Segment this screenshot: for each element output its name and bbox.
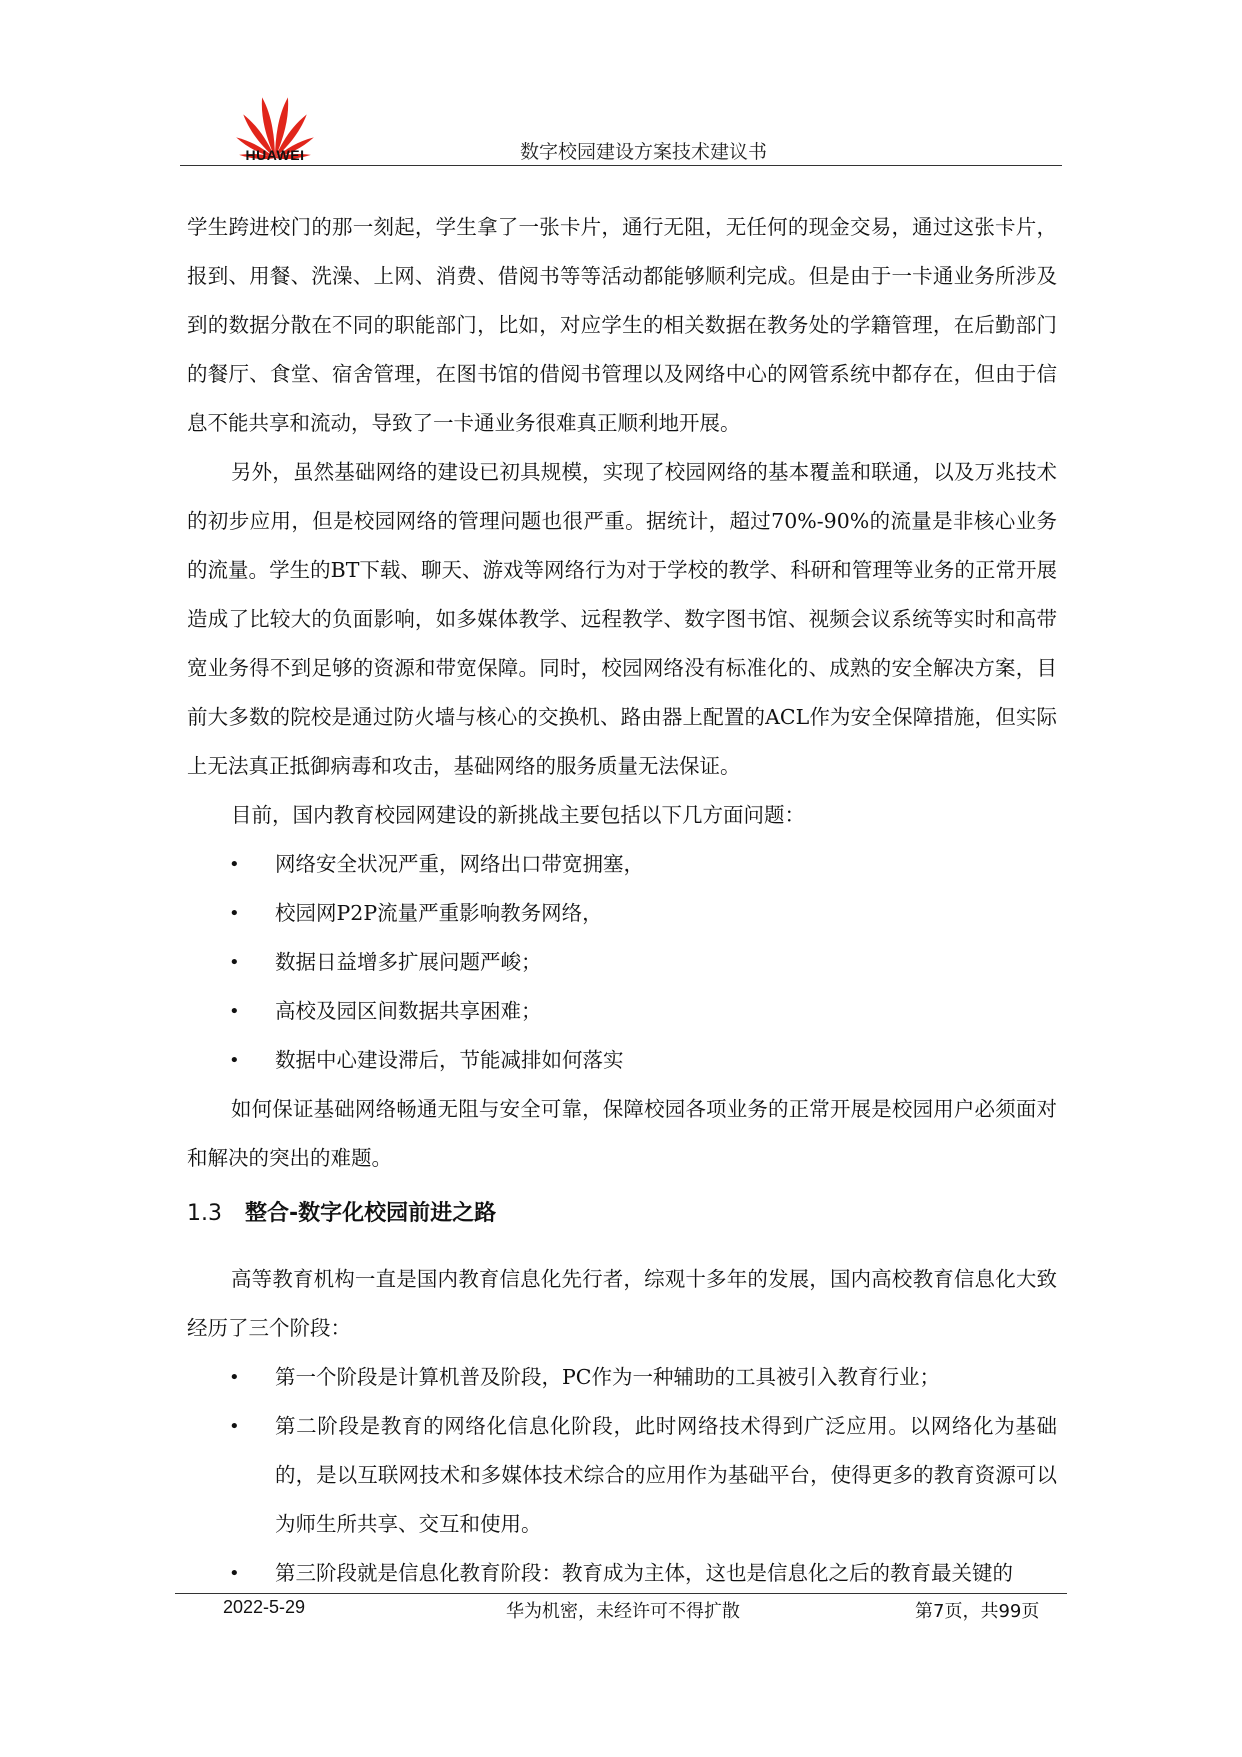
list-item [187,840,1057,889]
paragraph-challenges-intro: 目前，国内教育校园网建设的新挑战主要包括以下几方面问题： [231,803,805,827]
bullet-icon: • [229,952,240,973]
paragraph-one-card: 学生跨进校门的那一刻起，学生拿了一张卡片，通行无阻，无任何的现金交易，通过这张卡片，报到、用餐、洗澡、上网、消费、借阅书等等活动都能够顺利完成。但是由于一卡通业务所涉及到的数据分散在不同的职能部门，比如，对应学生的相关数据在教务处的学籍管理，在后勤部门的餐厅、食堂、宿舍管理，在图书馆的借阅书管理以及网络中心的网管系统中都存在，但由于信息不能共享和流动，导致了一卡通业务很难真正顺利地开展。 [187,215,1057,435]
list-item [187,1353,1057,1402]
list-item [187,1549,1057,1598]
list-item-text: 校园网P2P流量严重影响教务网络， [275,901,603,925]
list-item [187,1036,1057,1085]
body-content [187,203,1057,1183]
list-item-text: 网络安全状况严重，网络出口带宽拥塞， [275,852,644,876]
bullet-icon: • [229,903,240,924]
footer-divider [175,1593,1067,1594]
list-item-text: 第三阶段就是信息化教育阶段：教育成为主体，这也是信息化之后的教育最关键的 [275,1561,1013,1585]
list-item-text: 高校及园区间数据共享困难； [275,999,542,1023]
list-item [187,1402,1057,1549]
list-item [187,987,1057,1036]
section-content [187,1255,1057,1598]
challenges-list [187,840,1057,1085]
list-item-text: 第一个阶段是计算机普及阶段，PC作为一种辅助的工具被引入教育行业； [275,1365,940,1389]
bullet-icon: • [229,1050,240,1071]
section-number: 1.3 [187,1201,222,1226]
list-item-text: 第二阶段是教育的网络化信息化阶段，此时网络技术得到广泛应用。以网络化为基础的，是以互联网技术和多媒体技术综合的应用作为基础平台，使得更多的教育资源可以为师生所共享、交互和使用。 [275,1414,1057,1536]
document-header-title: 数字校园建设方案技术建议书 [520,141,768,163]
list-item-text: 数据中心建设滞后，节能减排如何落实 [275,1048,624,1072]
bullet-icon: • [229,1563,240,1584]
section-heading [187,1196,1057,1227]
stages-list [187,1353,1057,1598]
bullet-icon: • [229,1001,240,1022]
paragraph-stages-intro: 高等教育机构一直是国内教育信息化先行者，综观十多年的发展，国内高校教育信息化大致经历了三个阶段： [187,1267,1057,1340]
footer-date: 2022-5-29 [223,1597,306,1617]
header-divider [180,165,1062,166]
bullet-icon: • [229,1367,240,1388]
list-item [187,889,1057,938]
paragraph-conclusion: 如何保证基础网络畅通无阻与安全可靠，保障校园各项业务的正常开展是校园用户必须面对和解决的突出的难题。 [187,1097,1057,1170]
section-title: 整合-数字化校园前进之路 [245,1201,497,1226]
list-item-text: 数据日益增多扩展问题严峻； [275,950,542,974]
list-item [187,938,1057,987]
logo-wordmark: HUAWEI [245,147,305,163]
paragraph-network-issues: 另外，虽然基础网络的建设已初具规模，实现了校园网络的基本覆盖和联通，以及万兆技术的初步应用，但是校园网络的管理问题也很严重。据统计，超过70%-90%的流量是非核心业务的流量。学生的BT下载、聊天、游戏等网络行为对于学校的教学、科研和管理等业务的正常开展造成了比较大的负面影响，如多媒体教学、远程教学、数字图书馆、视频会议系统等实时和高带宽业务得不到足够的资源和带宽保障。同时，校园网络没有标准化的、成熟的安全解决方案，目前大多数的院校是通过防火墙与核心的交换机、路由器上配置的ACL作为安全保障措施，但实际上无法真正抵御病毒和攻击，基础网络的服务质量无法保证。 [187,460,1057,778]
footer-page-number: 第7页，共99页 [915,1601,1040,1622]
bullet-icon: • [229,1416,240,1437]
bullet-icon: • [229,854,240,875]
footer-confidential-notice: 华为机密，未经许可不得扩散 [506,1601,740,1622]
